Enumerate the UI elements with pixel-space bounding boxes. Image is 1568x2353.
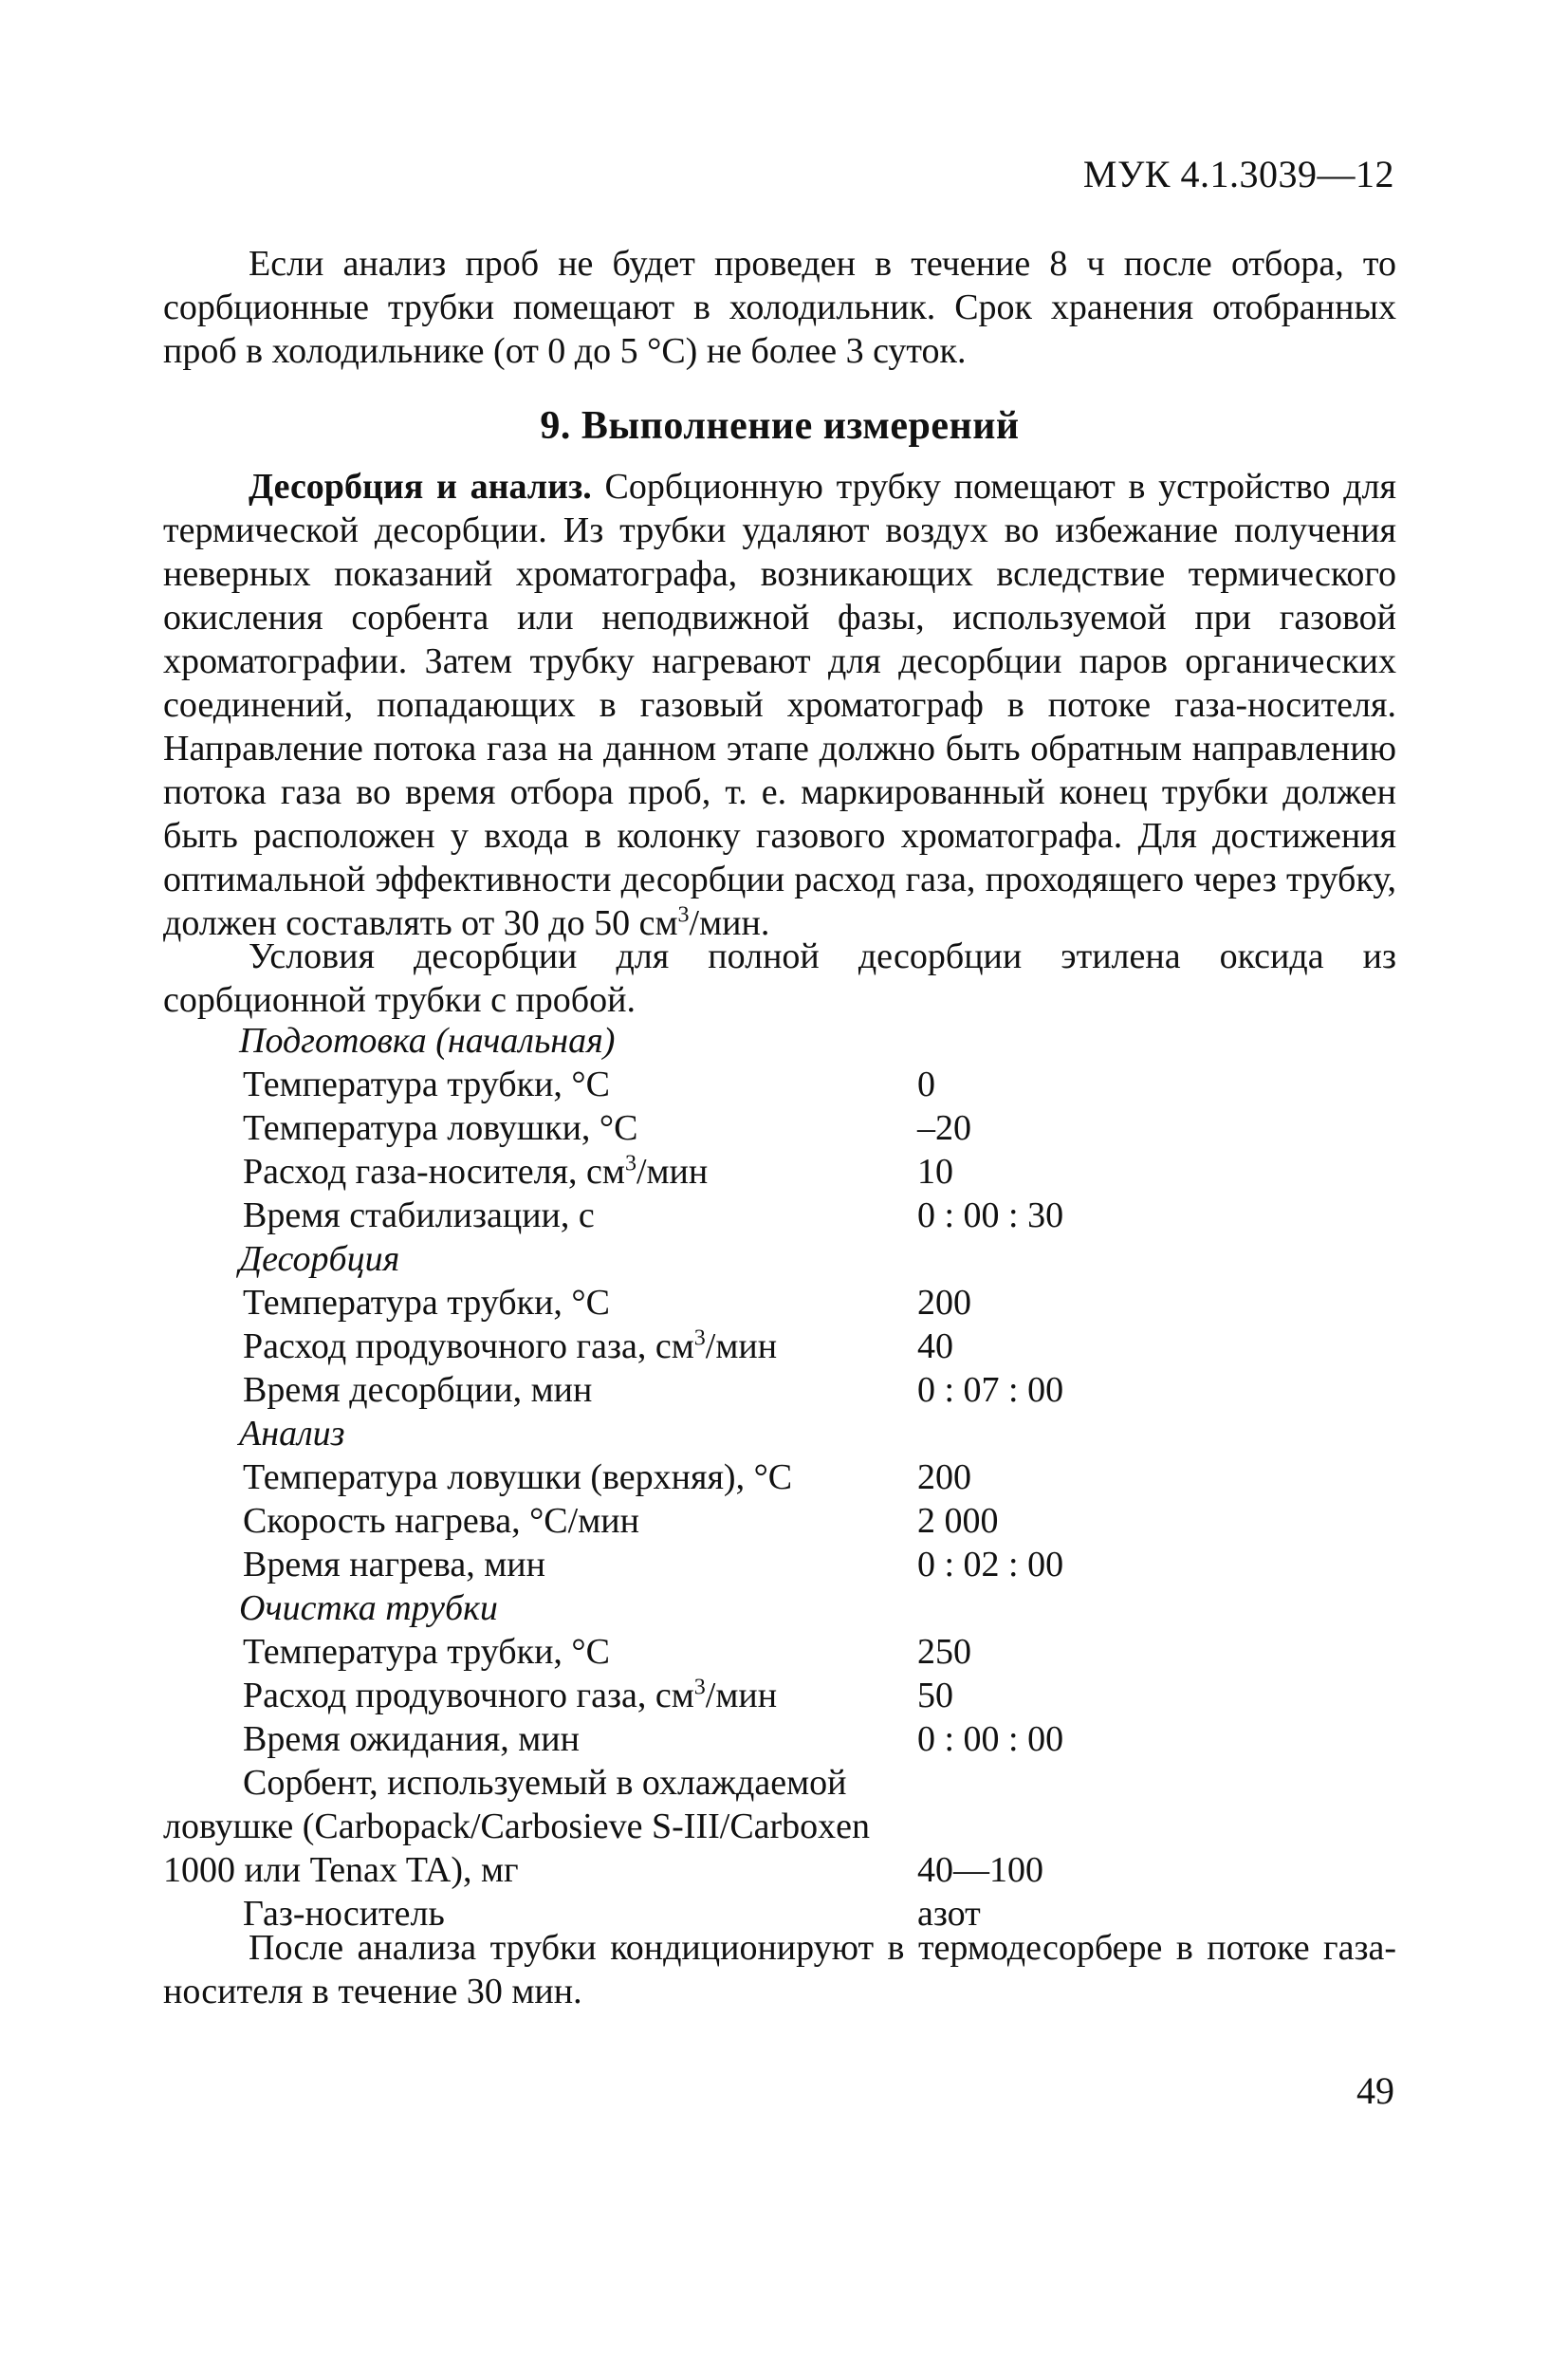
label-sup: 3 <box>693 1325 706 1351</box>
group-title-analysis: Анализ <box>239 1414 345 1454</box>
parameters-list <box>163 1019 1396 1936</box>
group-title-cleaning: Очистка трубки <box>239 1588 498 1628</box>
param-value: 200 <box>917 1457 971 1497</box>
sorbent-row <box>163 1761 1396 1892</box>
desorption-text-end: /мин. <box>689 903 770 943</box>
label-text-end: /мин <box>636 1152 709 1192</box>
param-row <box>163 1063 1396 1106</box>
after-analysis-paragraph: После анализа трубки кондиционируют в термодесорбере в потоке газа-носителя в течение 30 мин. <box>163 1928 1396 2011</box>
param-label <box>243 1674 777 1717</box>
label-text: Расход продувочного газа, см <box>243 1326 694 1366</box>
label-text-end: /мин <box>705 1676 778 1715</box>
param-label: Температура ловушки, °С <box>243 1108 638 1148</box>
param-value: 0 : 00 : 30 <box>917 1195 1064 1235</box>
desorption-text: Сорбционную трубку помещают в устройство для термической десорбции. Из трубки удаляют воздух во избежание получения неверных показаний хроматографа, возникающих вследствие термического окисления сорбента или неподвижной фазы, используемой при газовой хроматографии. Затем трубку нагревают для десорбции паров органических соединений, попадающих в газовый хроматограф в потоке газа-носителя. Направление потока газа на данном этапе должно быть обратным направлению потока газа во время отбора проб, т. е. маркированный конец трубки должен быть расположен у входа в колонку газового хроматографа. Для достижения оптимальной эффективности десорбции расход газа, проходящего через трубку, должен составлять от 30 до 50 см <box>163 467 1396 943</box>
label-text: Расход продувочного газа, см <box>243 1676 694 1715</box>
param-row <box>163 1150 1396 1194</box>
conditions-intro: Условия десорбции для полной десорбции этилена оксида из сорбционной трубки с пробой. <box>163 936 1396 1020</box>
label-sup: 3 <box>693 1675 706 1700</box>
label-text-end: /мин <box>705 1326 778 1366</box>
param-label: Температура трубки, °С <box>243 1283 610 1323</box>
param-value: 250 <box>917 1632 971 1672</box>
sorbent-label-line3: 1000 или Tenax TA), мг <box>163 1850 519 1890</box>
sorbent-label-line2: ловушке (Carbopack/Carbosieve S-III/Carboxen <box>163 1806 871 1846</box>
param-row <box>163 1194 1396 1237</box>
sorbent-label-line1: Сорбент, используемый в охлаждаемой <box>243 1763 847 1803</box>
param-label <box>243 1325 777 1368</box>
desorption-sup: 3 <box>677 902 690 928</box>
document-code: МУК 4.1.3039—12 <box>1082 153 1394 195</box>
param-row <box>163 1630 1396 1674</box>
param-row <box>163 1543 1396 1586</box>
param-label: Температура трубки, °С <box>243 1632 610 1672</box>
param-label: Время десорбции, мин <box>243 1370 593 1410</box>
param-label: Температура ловушки (верхняя), °С <box>243 1457 793 1497</box>
param-value: 200 <box>917 1283 971 1323</box>
page-number: 49 <box>1356 2069 1394 2112</box>
param-row <box>163 1325 1396 1368</box>
group-title-desorption: Десорбция <box>239 1239 400 1279</box>
param-value: 0 <box>917 1065 935 1104</box>
intro-paragraph: Если анализ проб не будет проведен в течение 8 ч после отбора, то сорбционные трубки помещают в холодильник. Срок хранения отобранных проб в холодильнике (от 0 до 5 °С) не более 3 суток. <box>163 244 1396 371</box>
param-label: Время ожидания, мин <box>243 1719 580 1759</box>
group-title-preparation: Подготовка (начальная) <box>239 1021 616 1061</box>
param-value: 0 : 07 : 00 <box>917 1370 1064 1410</box>
desorption-paragraph <box>163 465 1396 945</box>
param-value: 40 <box>917 1326 953 1366</box>
param-label: Скорость нагрева, °С/мин <box>243 1501 639 1541</box>
label-text: Расход газа-носителя, см <box>243 1152 625 1192</box>
param-value: –20 <box>917 1108 971 1148</box>
param-label: Время стабилизации, с <box>243 1195 595 1235</box>
param-label: Время нагрева, мин <box>243 1545 545 1584</box>
param-row <box>163 1717 1396 1761</box>
param-value: 0 : 02 : 00 <box>917 1545 1064 1584</box>
param-row <box>163 1674 1396 1717</box>
param-value: 0 : 00 : 00 <box>917 1719 1064 1759</box>
param-row <box>163 1106 1396 1150</box>
param-label <box>243 1150 708 1194</box>
desorption-lead: Десорбция и анализ. <box>249 467 592 507</box>
param-label: Газ-носитель <box>243 1894 445 1934</box>
param-row <box>163 1499 1396 1543</box>
label-sup: 3 <box>624 1151 636 1176</box>
param-row <box>163 1455 1396 1499</box>
param-value: 50 <box>917 1676 953 1715</box>
param-row <box>163 1281 1396 1325</box>
param-value: 2 000 <box>917 1501 999 1541</box>
param-value: азот <box>917 1894 981 1934</box>
sorbent-value: 40—100 <box>917 1850 1043 1890</box>
section-title: 9. Выполнение измерений <box>540 404 1020 448</box>
param-label: Температура трубки, °С <box>243 1065 610 1104</box>
param-row <box>163 1368 1396 1412</box>
param-value: 10 <box>917 1152 953 1192</box>
